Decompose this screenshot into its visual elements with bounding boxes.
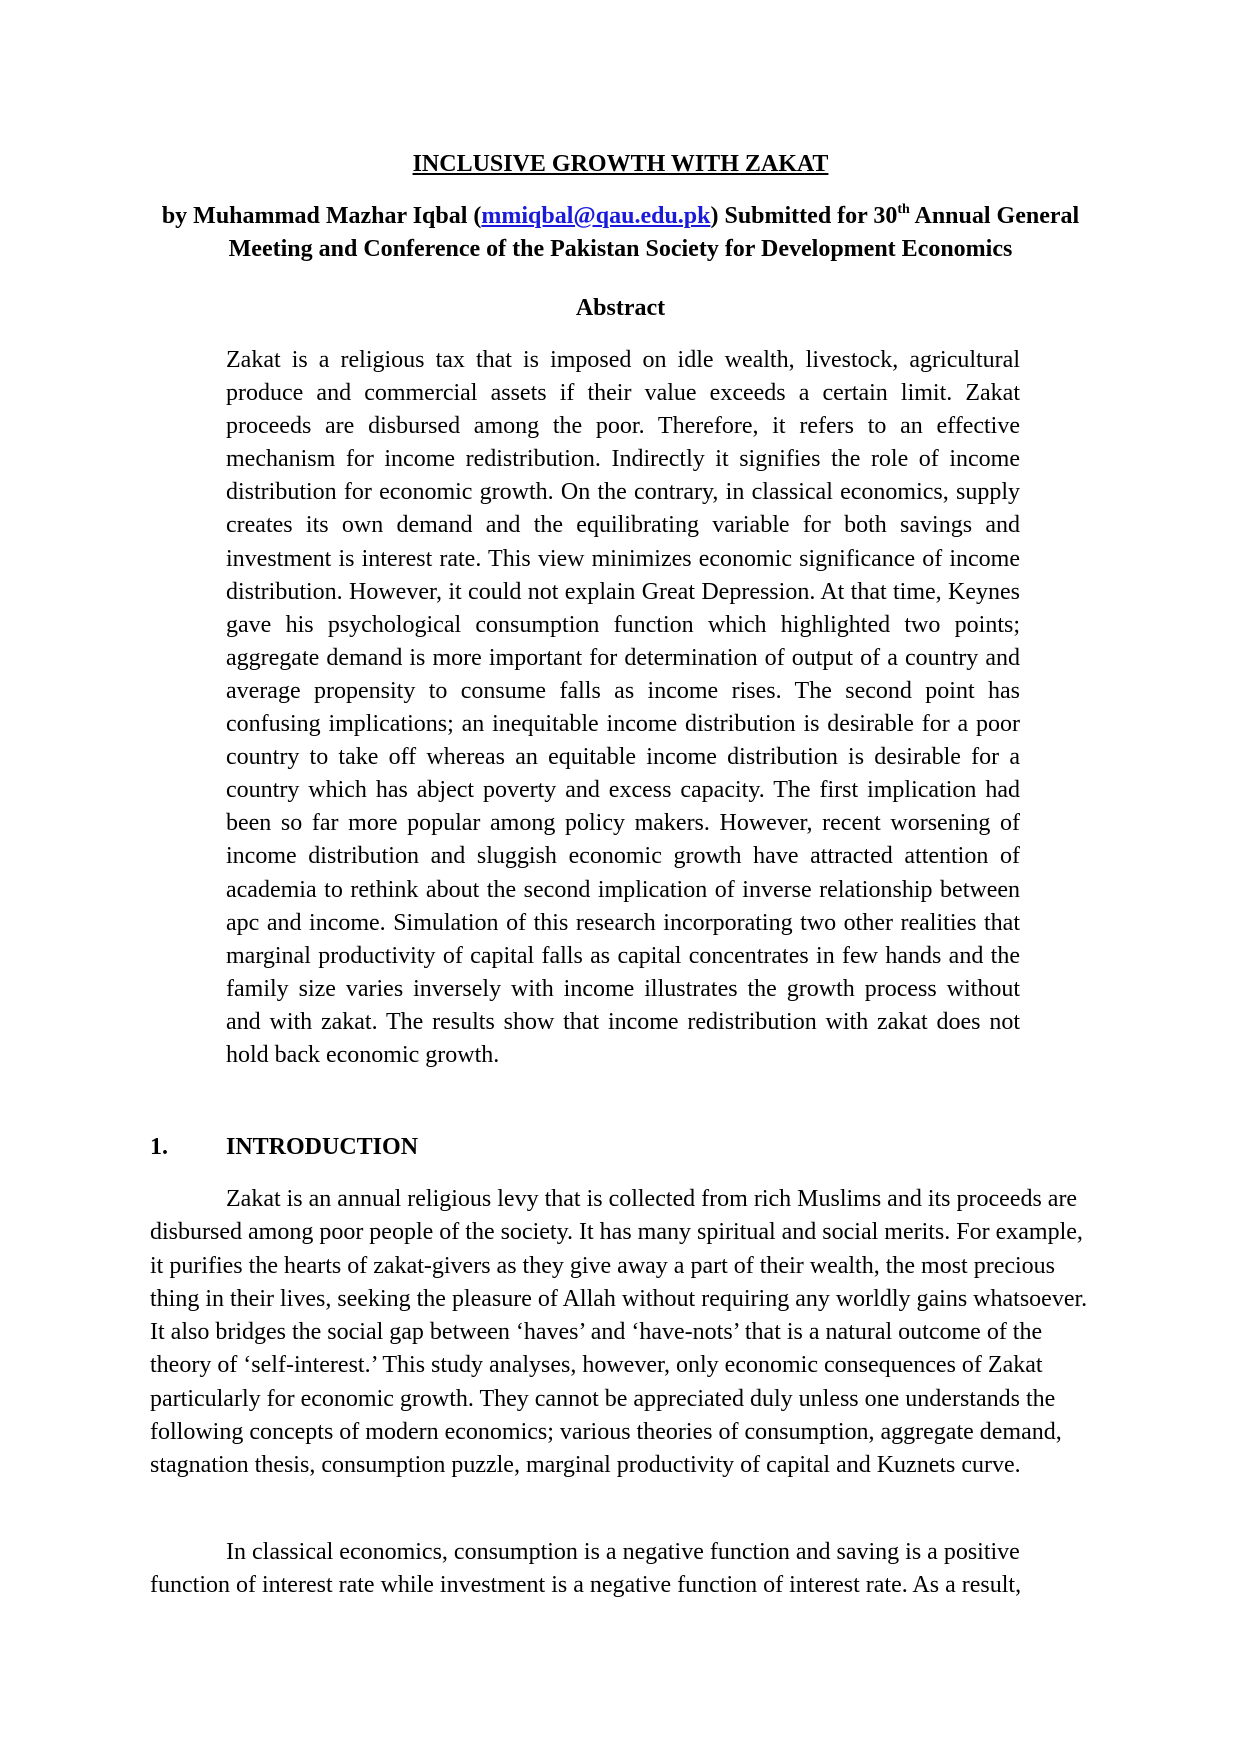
byline-prefix: by Muhammad Mazhar Iqbal ( [161, 203, 482, 229]
introduction-paragraph-2: In classical economics, consumption is a negative function and saving is a positive function of interest rate while investment is a negative function of interest rate. As a result, [150, 1539, 1022, 1599]
introduction-paragraph-1: Zakat is an annual religious levy that is collected from rich Muslims and its proceeds are disbursed among poor people of the society. It has many spiritual and social merits. For example, it purifies the hearts of zakat-givers as they give away a part of their wealth, the most precious thing in their lives, seeking the pleasure of Allah without requiring any worldly gains whatsoever. It also bridges the social gap between ‘haves’ and ‘have-nots’ that is a natural outcome of the theory of ‘self-interest.’ This study analyses, however, only economic consequences of Zakat particularly for economic growth. They cannot be appreciated duly unless one understands the following concepts of modern economics; various theories of consumption, aggregate demand, stagnation thesis, consumption puzzle, marginal productivity of capital and Kuznets curve. [150, 1186, 1088, 1479]
author-email-link[interactable]: mmiqbal@qau.edu.pk [481, 203, 711, 229]
abstract-heading: Abstract [575, 295, 666, 321]
section-title: INTRODUCTION [226, 1134, 419, 1160]
section-heading-introduction [150, 1132, 418, 1162]
abstract-body: Zakat is a religious tax that is imposed on idle wealth, livestock, agricultural produce and commercial assets if their value exceeds a certain limit. Zakat proceeds are disbursed among the poor. Therefore, it refers to an effective mechanism for income redistribution. Indirectly it signifies the role of income distribution for economic growth. On the contrary, in classical economics, supply creates its own demand and the equilibrating variable for both savings and investment is interest rate. This view minimizes economic significance of income distribution. However, it could not explain Great Depression. At that time, Keynes gave his psychological consumption function which highlighted two points; aggregate demand is more important for determination of output of a country and average propensity to consume falls as income rises. The second point has confusing implications; an inequitable income distribution is desirable for a poor country to take off whereas an equitable income distribution is desirable for a country which has abject poverty and excess capacity. The first implication had been so far more popular among policy makers. However, recent worsening of income distribution and sluggish economic growth have attracted attention of academia to rethink about the second implication of inverse relationship between apc and income. Simulation of this research incorporating two other realities that marginal productivity of capital falls as capital concentrates in few hands and the family size varies inversely with income illustrates the growth process without and with zakat. The results show that income redistribution with zakat does not hold back economic growth. [226, 347, 1020, 1068]
paper-title: INCLUSIVE GROWTH WITH ZAKAT [412, 151, 829, 177]
section-number: 1. [150, 1134, 168, 1160]
byline-middle: ) Submitted for 30 [710, 203, 898, 229]
byline-superscript: th [897, 202, 910, 217]
author-byline [150, 200, 1091, 266]
byline-suffix: Annual General Meeting and Conference of the Pakistan Society for Development Economics [228, 203, 1080, 262]
